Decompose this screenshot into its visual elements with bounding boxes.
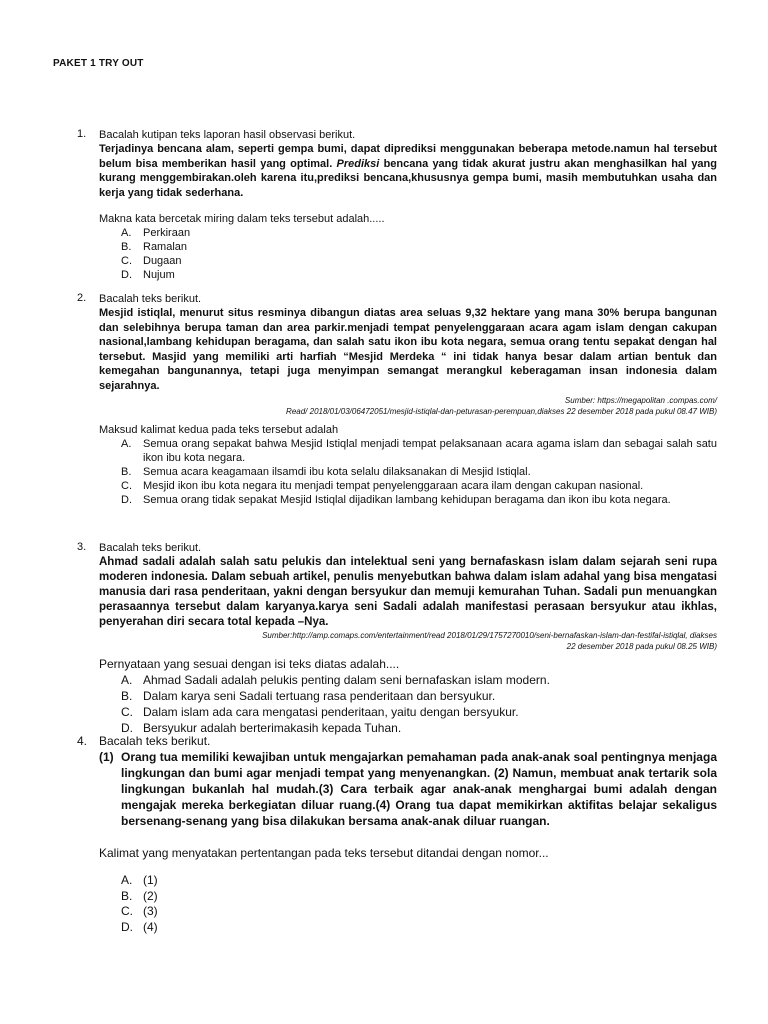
answer-option[interactable]: B. (2)	[121, 888, 158, 903]
question-passage: (1) Orang tua memiliki kewajiban untuk mengajarkan pemahaman pada anak-anak soal pentingnya menjaga lingkungan dan bumi agar menjadi tempat yang menyenangkan. (2) Namun, membuat anak tertarik sola lingkungan bukanlah hal mudah.(3) Cara terbaik agar anak-anak menghargai bumi adalah dengan mengajak mereka berkegiatan diluar ruang.(4) Orang tua dapat memikirkan aktifitas belajar sekaligus bersenang-senang yang bisa dilakukan bersama anak-anak diluar ruangan.	[99, 750, 717, 828]
answer-option[interactable]: A. Ahmad Sadali adalah pelukis penting dalam seni bernafaskan islam modern.	[121, 673, 550, 687]
question-intro: Bacalah teks berikut.	[99, 734, 211, 748]
answer-option[interactable]: C. Dugaan	[121, 255, 182, 267]
answer-option[interactable]: B. Dalam karya seni Sadali tertuang rasa penderitaan dan bersyukur.	[121, 689, 496, 703]
question-intro: Bacalah teks berikut.	[99, 293, 202, 305]
question-passage: Terjadinya bencana alam, seperti gempa bumi, dapat diprediksi menggunakan beberapa metode.namun hal tersebut belum bisa memberikan hasil yang optimal. Prediksi bencana yang tidak akurat justru akan menghasilkan hal yang kurang menggembirakan.oleh karena itu,prediksi bencana,khususnya gempa bumi, masih membutuhkan usaha dan kerja yang tidak sederhana.	[99, 143, 717, 199]
question-intro: Bacalah teks berikut.	[99, 542, 202, 554]
answer-option[interactable]: D. Bersyukur adalah berterimakasih kepada Tuhan.	[121, 721, 402, 735]
question-prompt: Kalimat yang menyatakan pertentangan pada teks tersebut ditandai dengan nomor...	[99, 846, 549, 860]
answer-option[interactable]: C. (3)	[121, 904, 158, 918]
question-3	[77, 541, 717, 736]
answer-option[interactable]: C. Mesjid ikon ibu kota negara itu menjadi tempat penyelenggaraan acara ilam dengan cakupan nasional.	[121, 480, 644, 492]
question-number: 1.	[77, 128, 87, 140]
question-passage: Ahmad sadali adalah salah satu pelukis dan intelektual seni yang bernafaskasn islam dalam sejarah seni rupa moderen indonesia. Dalam sebuah artikel, penulis menyebutkan bahwa dalam islam adahal yang bisa mengatasi manusia dari rasa penderitaan, yakni dengan bersyukur dan memuji kemurahan Tuhan. Sadali pun menuangkan perasaannya tersebut dalam karyanya.karya seni Sadali adalah manifestasi perasaan bersyukur atau ikhlas, penyerahan diri secara total kepada –Nya.	[99, 556, 717, 628]
italic-word: Prediksi	[336, 157, 380, 170]
question-intro: Bacalah kutipan teks laporan hasil observasi berikut.	[99, 129, 356, 141]
answer-option[interactable]: A. (1)	[121, 873, 158, 887]
question-number: 3.	[77, 541, 87, 553]
answer-option[interactable]: B. Ramalan	[121, 241, 188, 253]
question-prompt: Maksud kalimat kedua pada teks tersebut adalah	[99, 424, 339, 436]
question-number: 2.	[77, 292, 87, 304]
answer-option[interactable]: A. Semua orang sepakat bahwa Mesjid Istiqlal menjadi tempat pelaksanaan acara agama islam dan sebagai salah satu ikon ibu kota negara.	[121, 438, 717, 464]
question-prompt: Pernyataan yang sesuai dengan isi teks diatas adalah....	[99, 657, 400, 671]
answer-options	[99, 873, 717, 935]
answer-option[interactable]: C. Dalam islam ada cara mengatasi penderitaan, yaitu dengan bersyukur.	[121, 705, 519, 719]
question-1	[77, 128, 717, 282]
source-citation: Sumber: https://megapolitan .compas.com/ Read/ 2018/01/03/06472051/mesjid-istiqlal-dan-peturasan-perempuan,diakses 22 desember 2018 pada pukul 08.47 WIB)	[286, 396, 717, 416]
sentence-number: (1)	[99, 750, 114, 764]
source-citation: Sumber:http://amp.comaps.com/entertainment/read 2018/01/29/1757270010/seni-bernafaskan-islam-dan-festifal-istiqlal, diakses 22 desember 2018 pada pukul 08.25 WIB)	[262, 631, 717, 651]
question-prompt: Makna kata bercetak miring dalam teks tersebut adalah.....	[99, 213, 385, 225]
page-title: PAKET 1 TRY OUT	[53, 58, 144, 69]
question-number: 4.	[77, 734, 88, 748]
question-passage: Mesjid istiqlal, menurut situs resminya dibangun diatas area seluas 9,32 hektare yang mana 30% berupa bangunan dan selebihnya berupa taman dan area parkir.menjadi tempat penyelenggaraan acara agam islam dengan cakupan nasional,lambang kehidupan beragama, dan salah satu ikon ibu kota negara, semua orang tentu sepakat dengan hal tersebut. Masjid yang memiliki arti harfiah “Mesjid Merdeka “ ini tidak hanya besar dalam artian bentuk dan kemegahan bangunannya, tetapi juga menyimpan semangat merangkul keberagaman insan indonesia dalam sejarahnya.	[99, 307, 717, 392]
answer-option[interactable]: D. Nujum	[121, 269, 175, 281]
answer-option[interactable]: B. Semua acara keagamaan ilsamdi ibu kota selalu dilaksanakan di Mesjid Istiqlal.	[121, 466, 531, 478]
answer-options	[99, 672, 717, 736]
question-2	[77, 292, 717, 507]
question-4	[77, 733, 717, 935]
answer-options	[99, 226, 717, 282]
answer-option[interactable]: A. Perkiraan	[121, 227, 191, 239]
answer-option[interactable]: D. (4)	[121, 919, 158, 934]
answer-options	[99, 437, 717, 507]
answer-option[interactable]: D. Semua orang tidak sepakat Mesjid Istiqlal dijadikan lambang kehidupan beragama dan ikon ibu kota negara.	[121, 494, 671, 506]
